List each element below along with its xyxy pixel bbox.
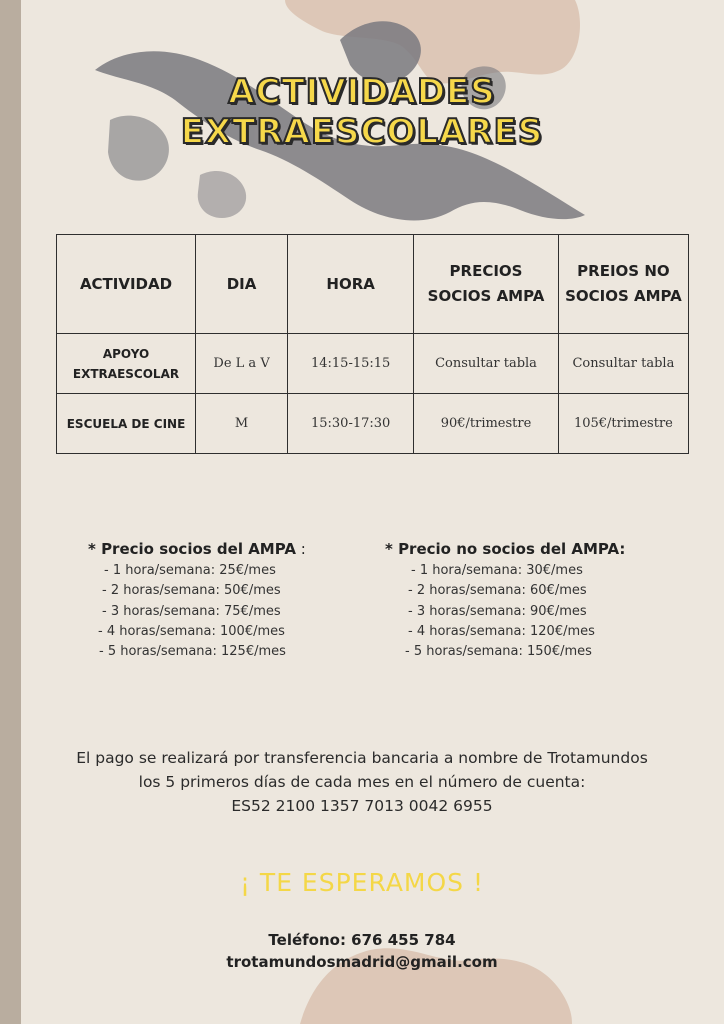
members-price-list — [88, 540, 306, 662]
header-precio-no-socios: PREIOS NO SOCIOS AMPA — [558, 235, 688, 334]
payment-account: ES52 2100 1357 7013 0042 6955 — [231, 797, 493, 815]
list-item: - 5 horas/semana: 150€/mes — [405, 644, 592, 660]
header-precio-socios: PRECIOS SOCIOS AMPA — [414, 235, 559, 334]
table-header-row — [57, 235, 689, 334]
page-title-line1: ACTIVIDADES — [228, 72, 496, 112]
welcome-message: ¡ TE ESPERAMOS ! — [239, 868, 485, 897]
list-item: - 2 horas/semana: 50€/mes — [102, 583, 281, 599]
list-item: - 4 horas/semana: 100€/mes — [98, 623, 285, 639]
payment-line1: El pago se realizará por transferencia bancaria a nombre de Trotamundos — [76, 749, 648, 767]
cell-day: M — [196, 394, 288, 454]
cell-price-non-members: Consultar tabla — [558, 334, 688, 394]
activities-table — [56, 234, 689, 454]
table-row — [57, 394, 689, 454]
cell-activity: APOYO EXTRAESCOLAR — [57, 334, 196, 394]
list-item: - 3 horas/semana: 90€/mes — [408, 603, 587, 619]
contact-info — [0, 929, 724, 973]
cell-day: De L a V — [196, 334, 288, 394]
non-members-price-list — [385, 540, 625, 662]
non-members-price-heading: * Precio no socios del AMPA: — [385, 540, 626, 558]
top-blob — [285, 0, 580, 83]
header-hora: HORA — [288, 235, 414, 334]
list-item: - 3 horas/semana: 75€/mes — [102, 603, 281, 619]
list-item: - 5 horas/semana: 125€/mes — [99, 644, 286, 660]
cell-price-non-members: 105€/trimestre — [558, 394, 688, 454]
email-address: trotamundosmadrid@gmail.com — [226, 953, 498, 971]
cell-activity: ESCUELA DE CINE — [57, 394, 196, 454]
list-item: - 1 hora/semana: 30€/mes — [411, 563, 583, 578]
page-title-line2: EXTRAESCOLARES — [180, 112, 544, 152]
list-item: - 4 horas/semana: 120€/mes — [408, 623, 595, 639]
members-price-heading: * Precio socios del AMPA : — [88, 540, 306, 558]
cell-price-members: Consultar tabla — [414, 334, 559, 394]
cell-time: 15:30-17:30 — [288, 394, 414, 454]
table-row — [57, 334, 689, 394]
header-dia: DIA — [196, 235, 288, 334]
payment-line2: los 5 primeros días de cada mes en el número de cuenta: — [138, 773, 586, 791]
header-actividad: ACTIVIDAD — [57, 235, 196, 334]
phone-number: Teléfono: 676 455 784 — [268, 931, 456, 949]
payment-info — [0, 746, 724, 818]
list-item: - 2 horas/semana: 60€/mes — [408, 583, 587, 599]
cell-price-members: 90€/trimestre — [414, 394, 559, 454]
cell-time: 14:15-15:15 — [288, 334, 414, 394]
list-item: - 1 hora/semana: 25€/mes — [104, 563, 276, 578]
